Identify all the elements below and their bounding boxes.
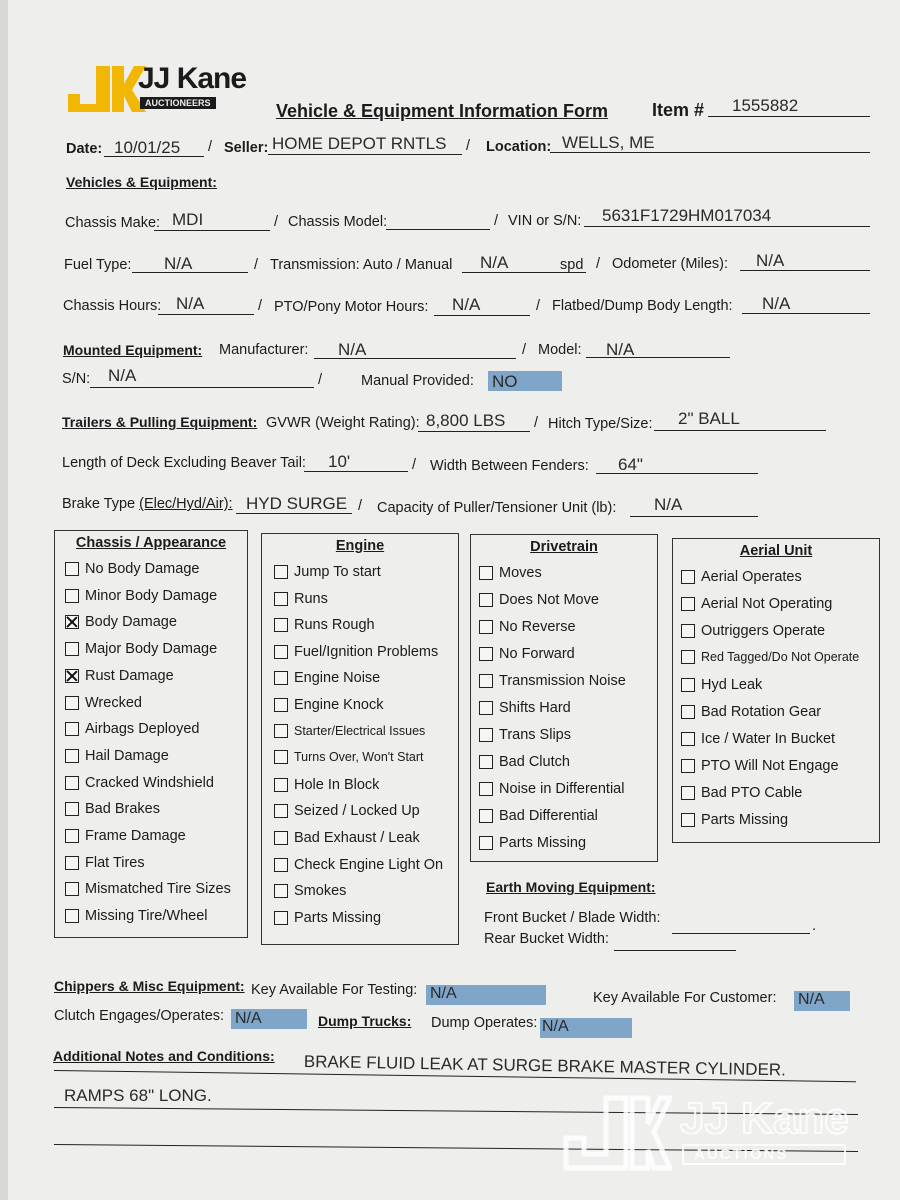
drivetrain-item[interactable]: [479, 781, 624, 797]
notes-line1: BRAKE FLUID LEAK AT SURGE BRAKE MASTER CYLINDER.: [303, 1052, 787, 1080]
aerial-item[interactable]: [681, 758, 839, 774]
engine-item[interactable]: [274, 830, 420, 846]
transmission-value: N/A: [480, 253, 509, 272]
checkbox[interactable]: [274, 750, 288, 764]
key-customer-value: N/A: [798, 991, 825, 1008]
checkbox[interactable]: [681, 650, 695, 664]
chassis-item[interactable]: [65, 588, 217, 604]
chassis-item[interactable]: [65, 801, 160, 817]
checkbox-label: No Forward: [499, 646, 575, 662]
checkbox[interactable]: [274, 592, 288, 606]
chassis-item[interactable]: [65, 641, 217, 657]
date-label: Date:: [66, 141, 103, 157]
checkbox-label: Jump To start: [294, 564, 381, 580]
checkbox-label: Minor Body Damage: [85, 587, 218, 604]
vehicles-heading: Vehicles & Equipment:: [66, 174, 217, 190]
brake-value: HYD SURGE: [246, 494, 348, 513]
checkbox-label: Bad PTO Cable: [701, 785, 803, 801]
checkbox-label: Parts Missing: [701, 812, 789, 828]
checkbox-label: Bad Brakes: [85, 801, 160, 818]
checkbox[interactable]: [479, 755, 493, 769]
earth-heading: Earth Moving Equipment:: [486, 879, 656, 895]
drivetrain-title: Drivetrain: [530, 539, 598, 555]
checkbox[interactable]: [479, 566, 493, 580]
pto-hours-label: PTO/Pony Motor Hours:: [274, 299, 429, 315]
jjkane-logo: [66, 64, 256, 116]
chassis-appearance-box: [54, 530, 248, 938]
drivetrain-item[interactable]: [479, 727, 571, 743]
checkbox-label: Trans Slips: [499, 727, 571, 743]
checkbox[interactable]: [274, 724, 288, 738]
chassis-make-label: Chassis Make:: [65, 215, 161, 231]
checkbox[interactable]: [65, 562, 79, 576]
notes-heading: Additional Notes and Conditions:: [53, 1048, 275, 1064]
chippers-heading: Chippers & Misc Equipment:: [54, 978, 245, 994]
checkbox-label: Hail Damage: [85, 747, 169, 764]
checkbox-label: Check Engine Light On: [294, 856, 444, 873]
checkbox[interactable]: [479, 593, 493, 607]
checkbox[interactable]: [681, 732, 695, 746]
drivetrain-box: [470, 534, 658, 862]
engine-item[interactable]: [274, 857, 443, 873]
pto-hours-value: N/A: [452, 295, 481, 314]
checkbox-label: Transmission Noise: [499, 673, 626, 689]
checkbox[interactable]: [65, 722, 79, 736]
chassis-item[interactable]: [65, 561, 199, 577]
checkbox-label: Does Not Move: [499, 592, 599, 608]
chassis-item[interactable]: [65, 828, 186, 844]
form-title: Vehicle & Equipment Information Form: [276, 101, 609, 121]
checkbox[interactable]: [479, 647, 493, 661]
checkbox[interactable]: [479, 701, 493, 715]
chassis-model-label: Chassis Model:: [288, 214, 388, 230]
checkbox-label: Parts Missing: [499, 835, 587, 851]
checkbox[interactable]: [65, 776, 79, 790]
aerial-item[interactable]: [681, 812, 788, 828]
drivetrain-item[interactable]: [479, 592, 599, 608]
drivetrain-item[interactable]: [479, 646, 575, 662]
aerial-item[interactable]: [681, 731, 835, 747]
checkbox-label: Shifts Hard: [499, 700, 571, 716]
aerial-item[interactable]: [681, 596, 832, 612]
flatbed-value: N/A: [762, 294, 791, 313]
drivetrain-item[interactable]: [479, 835, 586, 851]
checkbox-label: Wrecked: [85, 694, 142, 711]
chassis-item[interactable]: [65, 668, 174, 684]
logo-sub: AUCTIONEERS: [140, 97, 216, 109]
checkbox-label: Aerial Not Operating: [701, 596, 833, 612]
checkbox[interactable]: [681, 705, 695, 719]
checkbox-label: Runs Rough: [294, 617, 375, 634]
checkbox-label: Ice / Water In Bucket: [701, 731, 836, 747]
checkbox[interactable]: [479, 809, 493, 823]
dump-heading: Dump Trucks:: [318, 1013, 412, 1029]
checkbox[interactable]: [274, 858, 288, 872]
drivetrain-item[interactable]: [479, 700, 571, 716]
checkbox[interactable]: [274, 565, 288, 579]
aerial-item[interactable]: [681, 569, 802, 585]
checkbox[interactable]: [65, 856, 79, 870]
fuel-type-value: N/A: [164, 254, 193, 273]
checkbox[interactable]: [274, 884, 288, 898]
hitch-label: Hitch Type/Size:: [548, 416, 653, 432]
key-testing-value: N/A: [430, 985, 457, 1002]
checkbox[interactable]: [681, 624, 695, 638]
checkbox[interactable]: [479, 728, 493, 742]
checkbox[interactable]: [65, 615, 79, 629]
engine-item[interactable]: [274, 670, 380, 686]
sn-value: N/A: [108, 366, 137, 385]
mounted-heading: Mounted Equipment:: [63, 342, 203, 358]
checkbox[interactable]: [65, 669, 79, 683]
aerial-item[interactable]: [681, 704, 821, 720]
spd-label: spd: [560, 257, 584, 273]
checkbox-label: Airbags Deployed: [85, 721, 200, 738]
checkbox[interactable]: [65, 882, 79, 896]
checkbox-label: Mismatched Tire Sizes: [85, 881, 231, 898]
capacity-label: Capacity of Puller/Tensioner Unit (lb):: [377, 500, 617, 516]
sn-label: S/N:: [62, 371, 91, 387]
chassis-make-value: MDI: [172, 210, 204, 229]
engine-item[interactable]: [274, 910, 381, 926]
checkbox-label: Engine Knock: [294, 697, 384, 713]
drivetrain-item[interactable]: [479, 565, 542, 581]
aerial-item[interactable]: [681, 785, 802, 801]
checkbox-label: Moves: [499, 565, 542, 581]
chassis-appearance-title: Chassis / Appearance: [75, 535, 227, 551]
engine-item[interactable]: [274, 617, 375, 633]
checkbox[interactable]: [681, 759, 695, 773]
checkbox[interactable]: [274, 831, 288, 845]
chassis-item[interactable]: [65, 614, 177, 630]
vin-value: 5631F1729HM017034: [602, 206, 772, 225]
odometer-value: N/A: [756, 251, 785, 270]
checkbox-label: Outriggers Operate: [701, 623, 826, 639]
chassis-item[interactable]: [65, 775, 214, 791]
gvwr-label: GVWR (Weight Rating):: [266, 415, 420, 431]
checkbox[interactable]: [274, 804, 288, 818]
vin-label: VIN or S/N:: [508, 213, 582, 229]
checkbox-label: Noise in Differential: [499, 781, 625, 797]
dump-label: Dump Operates:: [431, 1015, 538, 1031]
seller-value: HOME DEPOT RNTLS: [272, 134, 447, 153]
clutch-label: Clutch Engages/Operates:: [54, 1008, 225, 1024]
engine-item[interactable]: [274, 777, 379, 793]
model-value: N/A: [606, 340, 635, 359]
checkbox[interactable]: [274, 911, 288, 925]
checkbox-label: Runs: [294, 590, 328, 607]
checkbox[interactable]: [681, 813, 695, 827]
checkbox-label: Seized / Locked Up: [294, 803, 420, 820]
aerial-item[interactable]: [681, 650, 859, 664]
checkbox-label: No Body Damage: [85, 561, 200, 577]
checkbox-label: Flat Tires: [85, 854, 145, 871]
drivetrain-item[interactable]: [479, 619, 576, 635]
fuel-type-label: Fuel Type:: [64, 257, 132, 273]
checkbox[interactable]: [681, 570, 695, 584]
dump-value: N/A: [542, 1018, 569, 1035]
checkbox-label: Major Body Damage: [85, 641, 218, 658]
checkbox-label: Smokes: [294, 883, 347, 900]
checkbox[interactable]: [479, 782, 493, 796]
checkbox-label: Parts Missing: [294, 909, 382, 926]
drivetrain-item[interactable]: [479, 754, 570, 770]
trailers-heading: Trailers & Pulling Equipment:: [62, 414, 258, 430]
key-testing-label: Key Available For Testing:: [251, 982, 418, 998]
checkbox[interactable]: [479, 620, 493, 634]
checkbox[interactable]: [65, 696, 79, 710]
checkbox-label: Missing Tire/Wheel: [85, 908, 208, 925]
checkbox[interactable]: [479, 674, 493, 688]
chassis-item[interactable]: [65, 855, 145, 871]
engine-item[interactable]: [274, 724, 425, 738]
checkbox-label: Aerial Operates: [701, 569, 802, 585]
checkbox-label: Bad Clutch: [499, 754, 570, 770]
front-bucket-label: Front Bucket / Blade Width:: [484, 910, 661, 926]
location-value: WELLS, ME: [562, 133, 655, 152]
gvwr-value: 8,800 LBS: [426, 411, 506, 430]
aerial-item[interactable]: [681, 677, 762, 693]
manufacturer-value: N/A: [338, 340, 367, 359]
hitch-value: 2" BALL: [678, 409, 740, 428]
checkbox[interactable]: [65, 642, 79, 656]
checkbox-label: No Reverse: [499, 619, 576, 635]
checkbox-label: Bad Rotation Gear: [701, 704, 822, 720]
engine-item[interactable]: [274, 644, 438, 660]
watermark-name: JJ Kane: [680, 1094, 849, 1143]
checkbox[interactable]: [65, 802, 79, 816]
flatbed-label: Flatbed/Dump Body Length:: [552, 298, 733, 314]
engine-item[interactable]: [274, 883, 346, 899]
checkbox[interactable]: [65, 749, 79, 763]
engine-item[interactable]: [274, 564, 381, 580]
odometer-label: Odometer (Miles):: [612, 256, 729, 272]
checkbox-label: PTO Will Not Engage: [701, 758, 839, 774]
checkbox-label: Hyd Leak: [701, 677, 763, 693]
checkbox[interactable]: [274, 618, 288, 632]
jjkane-watermark: [562, 1094, 872, 1174]
location-label: Location:: [486, 139, 552, 155]
checkbox[interactable]: [65, 589, 79, 603]
checkbox-label: Starter/Electrical Issues: [294, 723, 426, 738]
seller-label: Seller:: [224, 140, 269, 156]
checkbox[interactable]: [681, 786, 695, 800]
checkbox-label: Body Damage: [85, 614, 177, 631]
checkbox-label: Bad Exhaust / Leak: [294, 830, 420, 846]
drivetrain-item[interactable]: [479, 808, 598, 824]
chassis-item[interactable]: [65, 881, 231, 897]
item-label: Item #: [652, 100, 705, 120]
checkbox-label: Hole In Block: [294, 776, 380, 793]
item-value: 1555882: [732, 96, 799, 115]
rear-bucket-label: Rear Bucket Width:: [484, 931, 609, 947]
checkbox[interactable]: [681, 678, 695, 692]
notes-line2: RAMPS 68" LONG.: [64, 1086, 212, 1105]
chassis-item[interactable]: [65, 748, 169, 764]
checkbox[interactable]: [65, 909, 79, 923]
checkbox-label: Fuel/Ignition Problems: [294, 643, 439, 660]
checkbox[interactable]: [479, 836, 493, 850]
model-label: Model:: [538, 342, 582, 358]
engine-item[interactable]: [274, 697, 383, 713]
key-customer-label: Key Available For Customer:: [593, 990, 777, 1006]
deck-value: 10': [328, 452, 351, 471]
checkbox[interactable]: [274, 645, 288, 659]
brake-label: Brake Type (Elec/Hyd/Air):: [62, 496, 233, 512]
chassis-hours-value: N/A: [176, 294, 205, 313]
aerial-item[interactable]: [681, 623, 825, 639]
engine-title: Engine: [335, 538, 385, 554]
clutch-value: N/A: [235, 1010, 262, 1027]
checkbox-label: Bad Differential: [499, 808, 598, 824]
manual-value: NO: [492, 372, 518, 391]
checkbox[interactable]: [274, 671, 288, 685]
chassis-hours-label: Chassis Hours:: [63, 298, 162, 314]
transmission-label: Transmission: Auto / Manual: [270, 257, 453, 273]
manufacturer-label: Manufacturer:: [219, 342, 309, 358]
checkbox-label: Frame Damage: [85, 828, 186, 844]
engine-item[interactable]: [274, 591, 328, 607]
checkbox-label: Engine Noise: [294, 670, 381, 687]
engine-item[interactable]: [274, 750, 424, 764]
fenders-label: Width Between Fenders:: [430, 458, 589, 474]
logo-name: JJ Kane: [138, 62, 247, 95]
date-value: 10/01/25: [114, 138, 181, 157]
jk-watermark-mark: [562, 1094, 672, 1172]
watermark-sub: AUCTIONS: [682, 1144, 846, 1165]
checkbox-label: Red Tagged/Do Not Operate: [701, 650, 860, 664]
checkbox-label: Turns Over, Won't Start: [294, 750, 424, 765]
checkbox[interactable]: [65, 829, 79, 843]
chassis-item[interactable]: [65, 908, 207, 924]
checkbox-label: Rust Damage: [85, 667, 174, 684]
engine-item[interactable]: [274, 803, 420, 819]
fenders-value: 64": [618, 455, 643, 474]
drivetrain-item[interactable]: [479, 673, 626, 689]
manual-label: Manual Provided:: [361, 373, 474, 389]
deck-label: Length of Deck Excluding Beaver Tail:: [62, 455, 306, 471]
checkbox[interactable]: [274, 778, 288, 792]
engine-box: [261, 533, 459, 945]
capacity-value: N/A: [654, 495, 683, 514]
chassis-item[interactable]: [65, 695, 142, 711]
checkbox-label: Cracked Windshield: [85, 774, 214, 791]
aerial-unit-box: [672, 538, 880, 843]
checkbox[interactable]: [274, 698, 288, 712]
aerial-unit-title: Aerial Unit: [739, 543, 813, 559]
checkbox[interactable]: [681, 597, 695, 611]
chassis-item[interactable]: [65, 721, 199, 737]
